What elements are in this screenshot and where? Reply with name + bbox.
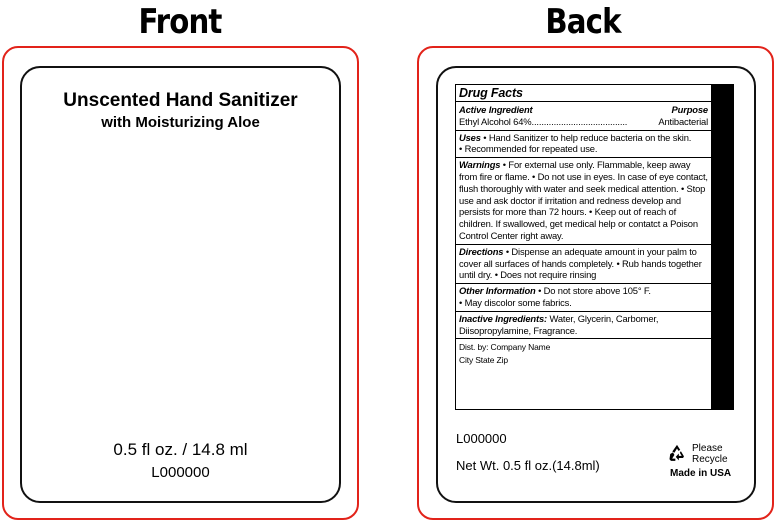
active-ingredient-section bbox=[456, 102, 711, 131]
drug-facts-title: Drug Facts bbox=[456, 85, 711, 102]
directions-text: • Dispense an adequate amount in your palm to cover all surfaces of hands completely. • Rub hands together until dry. • Does not require rinsing bbox=[459, 245, 702, 281]
back-heading: Back bbox=[545, 2, 621, 42]
purpose-label: Purpose bbox=[671, 104, 708, 115]
warnings-section bbox=[456, 158, 711, 245]
drug-facts-side-bar bbox=[711, 85, 733, 409]
distributor-section bbox=[456, 339, 711, 369]
directions-section bbox=[456, 245, 711, 284]
please-recycle-text bbox=[692, 443, 728, 465]
uses-label: Uses bbox=[459, 131, 481, 143]
front-label-panel bbox=[20, 66, 341, 503]
warnings-text: • For external use only. Flammable, keep away from fire or flame. • Do not use in eyes. In case of eye contact, flush thoroughly with water and seek medical attention. • Stop use and ask doctor if irritation and redness develop and persists for more than 72 hours. • Keep out of reach of children. If swallowed, get medical help or contatct a Poison Control Center right away. bbox=[459, 159, 708, 241]
other-information-text: • Do not store above 105° F. bbox=[535, 285, 651, 297]
recycle-icon bbox=[666, 443, 688, 465]
inactive-ingredients-section bbox=[456, 312, 711, 340]
inactive-ingredients-text: Water, Glycerin, Carbomer, Diisopropylamine, Fragrance. bbox=[459, 312, 659, 336]
made-in-usa: Made in USA bbox=[670, 468, 732, 479]
active-ingredient-label: Active Ingredient bbox=[459, 104, 533, 115]
purpose-value: Antibacterial bbox=[658, 115, 708, 127]
front-heading: Front bbox=[138, 2, 222, 42]
front-volume: 0.5 fl oz. / 14.8 ml bbox=[113, 440, 248, 459]
warnings-label: Warnings bbox=[459, 159, 501, 171]
drug-facts-panel bbox=[455, 84, 734, 410]
other-information-section bbox=[456, 284, 711, 312]
uses-text-2: • Recommended for repeated use. bbox=[459, 143, 598, 155]
net-weight: Net Wt. 0.5 fl oz.(14.8ml) bbox=[456, 458, 600, 473]
uses-text: • Hand Sanitizer to help reduce bacteria on the skin. bbox=[480, 131, 692, 143]
product-title: Unscented Hand Sanitizer bbox=[63, 90, 298, 111]
front-lot-number: L000000 bbox=[151, 464, 210, 481]
back-lot-number: L000000 bbox=[456, 431, 507, 446]
distributor-name: Dist. by: Company Name bbox=[459, 342, 551, 353]
other-information-label: Other Information bbox=[459, 285, 536, 297]
other-information-text-2: • May discolor some fabrics. bbox=[459, 296, 572, 308]
please-recycle-line-2: Recycle bbox=[692, 454, 728, 465]
please-recycle-line-1: Please bbox=[692, 443, 723, 454]
distributor-city: City State Zip bbox=[459, 355, 508, 366]
directions-label: Directions bbox=[459, 245, 504, 257]
product-subtitle: with Moisturizing Aloe bbox=[101, 114, 260, 131]
inactive-ingredients-label: Inactive Ingredients: bbox=[459, 312, 548, 324]
ingredient-value: Ethyl Alcohol 64%....................................... bbox=[459, 115, 628, 127]
uses-section bbox=[456, 131, 711, 159]
